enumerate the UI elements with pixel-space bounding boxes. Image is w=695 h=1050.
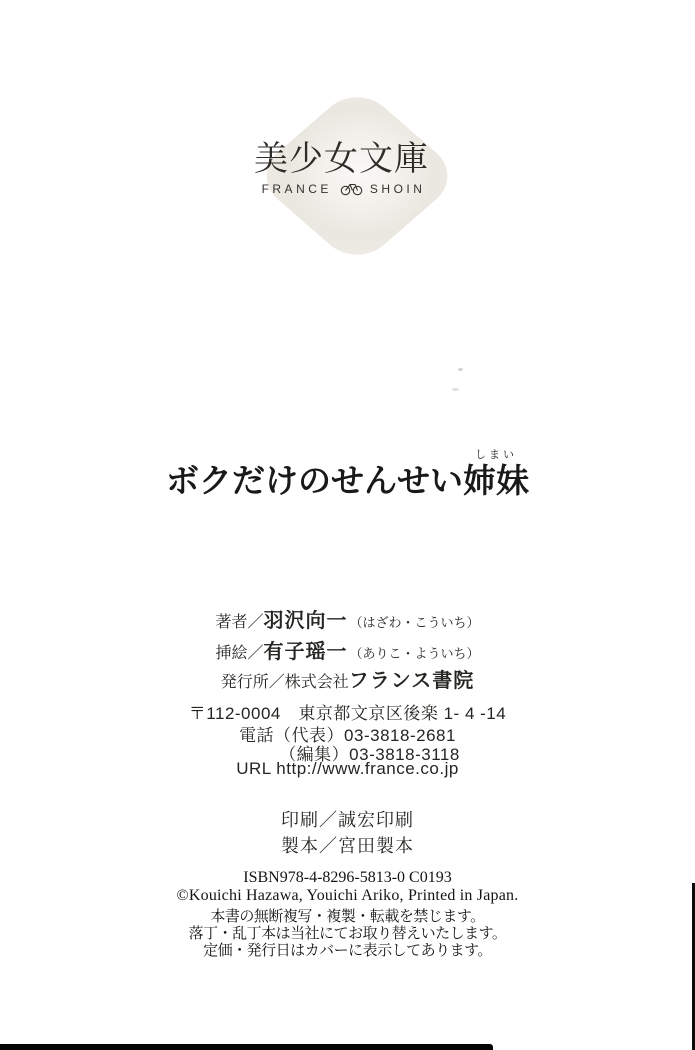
phone-editorial: （編集）03-3818-3118 (279, 745, 460, 764)
isbn-line: ISBN978-4-8296-5813-0 C0193 (243, 869, 452, 886)
logo-imprint-name: 美少女文庫 (254, 140, 429, 178)
book-title-ruby-group (463, 450, 529, 497)
book-title-ruby-base: 姉妹 (463, 462, 529, 499)
author-label: 著者／ (215, 614, 264, 631)
reproduction-notice: 本書の無断複写・複製・転載を禁じます。 (210, 909, 485, 925)
book-title-furigana: しまい (475, 449, 517, 461)
publisher-line (0, 664, 695, 693)
author-reading: （はざわ・こういち） (349, 615, 480, 630)
printer-line: 印刷／誠宏印刷 (281, 810, 414, 830)
publisher-label: 発行所／株式会社 (220, 674, 349, 691)
logo-subtitle (0, 181, 691, 196)
author-line (0, 604, 695, 633)
scan-speck (458, 368, 463, 371)
copyright-line: ©Kouichi Hazawa, Youichi Ariko, Printed in Japan. (176, 887, 519, 904)
scan-speck (452, 388, 459, 391)
publisher-emblem-icon (339, 181, 365, 196)
publisher-url: URL http://www.france.co.jp (236, 759, 459, 778)
phone-main: 電話（代表）03-3818-2681 (239, 726, 456, 745)
publisher-name: フランス書院 (348, 670, 475, 692)
binder-line: 製本／宮田製本 (281, 836, 414, 856)
price-notice: 定価・発行日はカバーに表示してあります。 (203, 943, 492, 959)
illustrator-reading: （ありこ・よういち） (349, 646, 480, 661)
book-title (0, 450, 695, 497)
postal-address: 〒112-0004 東京都文京区後楽 1- 4 -14 (188, 704, 507, 723)
book-title-main: ボクだけのせんせい (166, 462, 463, 499)
scan-artifact-bottom-bar (0, 1044, 493, 1050)
illustrator-label: 挿絵／ (215, 645, 264, 662)
logo-subtitle-right: SHOIN (369, 181, 426, 196)
defective-copy-notice: 落丁・乱丁本は当社にてお取り替えいたします。 (188, 926, 507, 942)
logo-subtitle-left: FRANCE (261, 181, 332, 196)
illustrator-line (0, 635, 695, 664)
illustrator-name: 有子瑶一 (263, 641, 348, 663)
author-name: 羽沢向一 (263, 610, 348, 632)
